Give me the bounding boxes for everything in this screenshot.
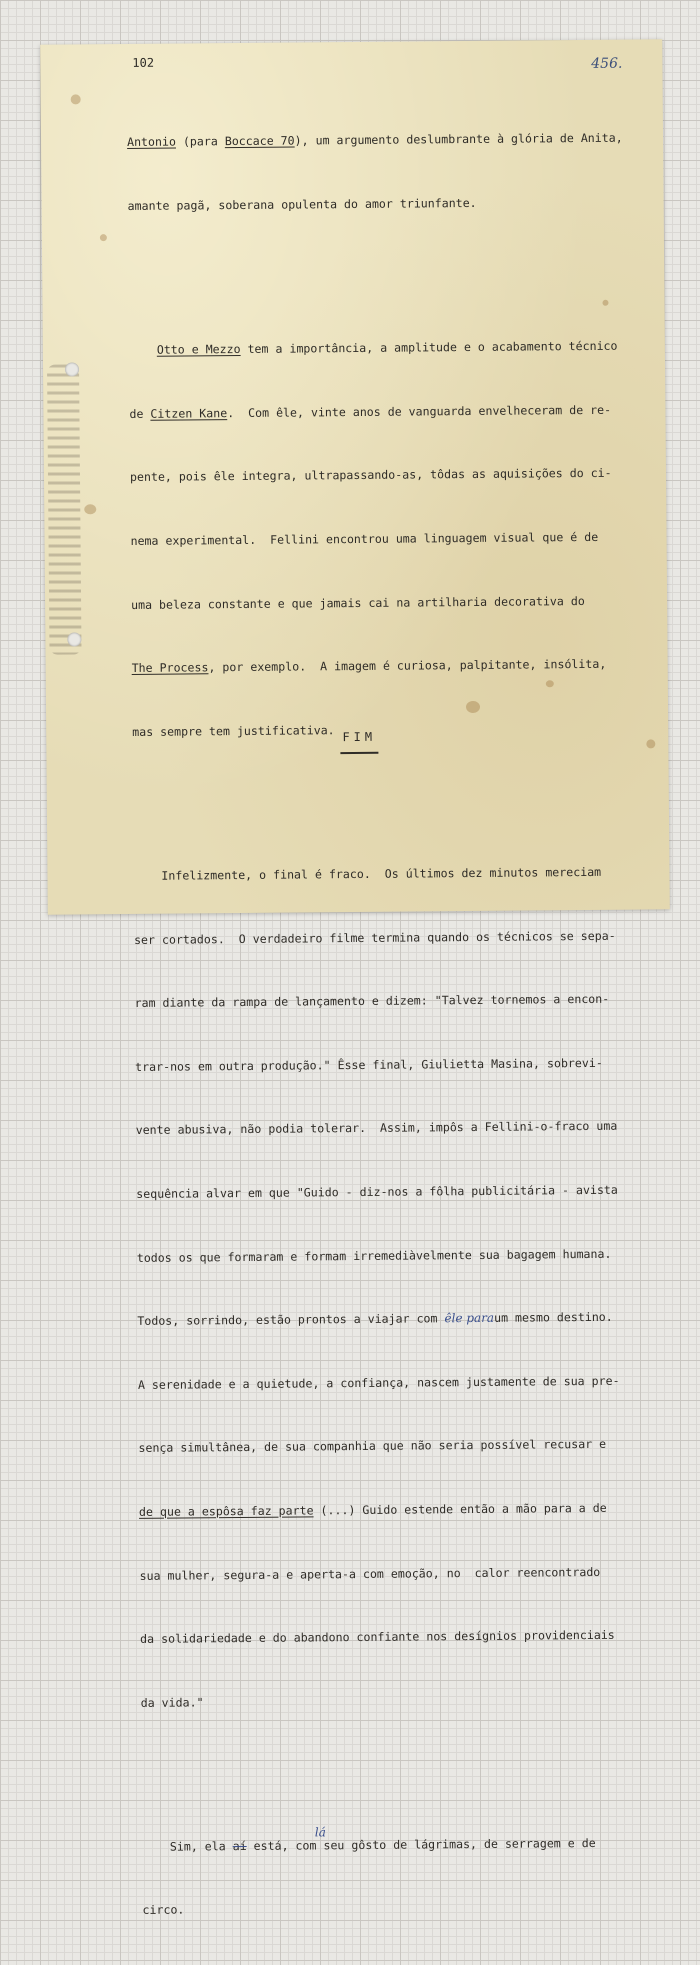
body-text <box>127 85 673 1964</box>
text-line: da vida." <box>140 1695 204 1710</box>
film-title: The Process <box>131 660 209 676</box>
text-line: ram diante da rampa de lançamento e dizem: "Talvez tornemos a encon- <box>134 991 610 1011</box>
text-line: todos os que formaram e formam irremediàvelmente sua bagagem humana. <box>136 1246 612 1265</box>
text-line: Infelizmente, o final é fraco. Os últimos dez minutos mereciam <box>133 864 602 883</box>
text-line: vente abusiva, não podia tolerar. Assim, impôs a Fellini-o-fraco uma <box>135 1119 618 1138</box>
film-title: Boccace 70 <box>224 133 295 149</box>
text-line: pente, pois êle integra, ultrapassando-as, tôdas as aquisições do ci- <box>129 466 612 485</box>
punch-holes <box>55 362 88 662</box>
underlined-phrase: de que a espôsa faz parte <box>138 1503 314 1519</box>
typewritten-page <box>40 39 670 1918</box>
film-title: Antonio <box>127 134 177 150</box>
text-line: sua mulher, segura-a e aperta-a com emoção, no calor reencontrado <box>139 1564 601 1583</box>
text-line: de que a espôsa faz parte (...) Guido estende então a mão para a de <box>138 1500 607 1519</box>
stain <box>71 94 81 104</box>
text-line: The Process, por exemplo. A imagem é curiosa, palpitante, insólita, <box>131 656 607 676</box>
text-line: ser cortados. O verdadeiro filme termina quando os técnicos se sepa- <box>133 928 616 947</box>
text-line: sequência alvar em que "Guido - diz-nos a fôlha publicitária - avista <box>136 1182 618 1201</box>
text-line: Otto e Mezzo tem a importância, a amplitude e o acabamento técnico <box>156 338 618 357</box>
fim-label: FIM <box>342 729 377 745</box>
text-line: A serenidade e a quietude, a confiança, nascem justamente de sua pre- <box>137 1373 620 1392</box>
end-mark <box>340 730 378 754</box>
handwritten-insertion: êle para <box>444 1310 495 1326</box>
struck-word: aí <box>232 1838 247 1854</box>
stain <box>100 234 107 241</box>
text-line: de Citzen Kane. Com êle, vinte anos de vanguarda envelheceram de re- <box>129 402 612 421</box>
punch-hole <box>67 632 81 646</box>
folio-number: 456. <box>591 55 623 72</box>
text-line: amante pagã, soberana opulenta do amor triunfante. <box>127 195 477 213</box>
handwritten-correction: lá <box>314 1825 326 1840</box>
text-line: trar-nos em outra produção." Êsse final, Giulietta Masina, sobrevi- <box>135 1055 603 1074</box>
text-line: Sim, ela aí está, com seu gôsto de lágrimas, de serragem e de lá <box>142 1832 672 1858</box>
film-title: Otto e Mezzo <box>156 342 241 357</box>
text-line: mas sempre tem justificativa. <box>132 722 335 739</box>
punch-hole <box>65 362 79 376</box>
text-line: Todos, sorrindo, estão prontos a viajar com êle paraum mesmo destino. <box>137 1309 613 1329</box>
text-line: circo. <box>142 1903 185 1918</box>
text-line: uma beleza constante e que jamais cai na artilharia decorativa do <box>131 593 585 612</box>
text-line: sença simultânea, de sua companhia que não seria possível recusar e <box>138 1437 607 1456</box>
film-title: Citzen Kane <box>150 405 228 421</box>
text-line: da solidariedade e do abandono confiante nos desígnios providenciais <box>140 1627 615 1647</box>
page-number: 102 <box>132 55 155 70</box>
text-line: nema experimental. Fellini encontrou uma linguagem visual que é de <box>130 529 599 548</box>
text-line: Antonio (para Boccace 70), um argumento deslumbrante à glória de Anita, <box>127 131 623 150</box>
